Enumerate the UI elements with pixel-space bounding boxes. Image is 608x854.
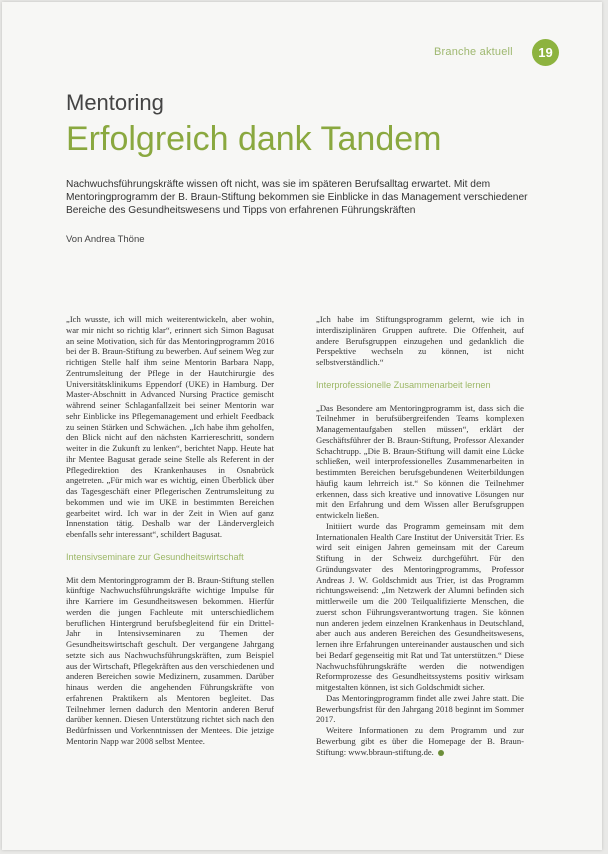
paragraph: Das Mentoringprogramm findet alle zwei Jahre statt. Die Bewerbungsfrist für den Jahrgang 2018 beginnt im Sommer 2017. xyxy=(316,692,524,725)
paragraph: „Ich habe im Stiftungsprogramm gelernt, wie ich in interdisziplinären Gruppen auftrete. Die Offenheit, auf andere Berufsgruppen einzugehen und gedanklich die Perspektive wechseln zu können, ist nicht selbstverständlich.“ xyxy=(316,314,524,367)
article-kicker: Mentoring xyxy=(66,90,164,115)
end-of-article-icon xyxy=(438,750,444,756)
article-byline: Von Andrea Thöne xyxy=(66,234,145,245)
paragraph-final-text: Weitere Informationen zu dem Programm und zur Bewerbung gibt es über die Homepage der B. Braun-Stiftung: www.bbraun-stiftung.de. xyxy=(316,725,524,757)
subheading: Interprofessionelle Zusammenarbeit lernen xyxy=(316,379,491,390)
page-number-badge: 19 xyxy=(532,39,559,66)
section-label: Branche aktuell xyxy=(434,46,513,58)
body-column-right xyxy=(316,314,524,757)
paragraph-final xyxy=(316,725,524,757)
paragraph: Mit dem Mentoringprogramm der B. Braun-Stiftung stellen künftige Nachwuchsführungskräfte wichtige Impulse für ihre Karriere im Gesundheitswesen bekommen. Hierfür werden die jungen Fachleute mit unterschiedlichem beruflichen Hintergrund berufsbegleitend für ein Drittel-Jahr in Intensivseminaren zu Themen der Gesundheitswirtschaft geschult. Der vergangene Jahrgang setzte sich aus Nachwuchsführungskräften, zum Beispiel aus der Wirtschaft, Pflegekräften aus den verschiedenen und anderen Bereichen sowie Medizinern, zusammen. Darüber hinaus werden die angehenden Führungskräfte von erfahrenen Praktikern als Mentoren begleitet. Das Teilnehmer lernen dadurch den Mentorin anderen Beruf darüber kennen. Diesen Unterstützung richtet sich nach den Bedürfnissen und Vorkenntnissen der Mentees. Die jetzige Mentorin Napp war 2008 selbst Mentee. xyxy=(66,574,274,746)
body-column-left xyxy=(66,314,274,747)
subheading: Intensivseminare zur Gesundheitswirtschaft xyxy=(66,551,244,562)
magazine-page xyxy=(2,2,602,850)
paragraph: „Ich wusste, ich will mich weiterentwickeln, aber wohin, war mir nicht so richtig klar“, erinnert sich Simon Bagusat an seine Motivation, sich für das Mentoringprogramm 2016 bei der B. Braun-Stiftung zu bewerben. Auf seinem Weg zur richtigen Stelle half ihm seine Mentorin Barbara Napp, Zentrumsleitung der Pflege in der Hautchirurgie des Universitätsklinikums Eppendorf (UKE) in Hamburg. Der Master-Abschnitt in Advanced Nursing Practice gemischt während seiner Schlaganfallzeit bei seiner Mentorin war sehr Einblicke ins Pflegemanagement und erhielt Feedback zu seinen Stärken und Schwächen. „Ich habe ihm geholfen, den Blick nicht auf den nächsten Karriereschritt, sondern weiter in die Zukunft zu lenken“, berichtet Napp. Heute hat ihr Mentee Bagusat gerade seine Stelle als Referent in der Pflegedirektion des Krankenhauses in Osnabrück angetreten. „Für mich war es wichtig, einen Überblick über das Tagesgeschäft einer Pflegerischen Zentrumsleitung zu bekommen und wie im UKE in bestimmten Bereichen gearbeitet wird. Ich war in der Zeit in Wien auf ganz Innenstation tätig. Deshalb war der Ländervergleich ebenfalls sehr interessant“, schildert Bagusat. xyxy=(66,314,274,539)
paragraph: Initiiert wurde das Programm gemeinsam mit dem Internationalen Health Care Institut der Universität Trier. Es wird seit einigen Jahren gemeinsam mit der Careum Stiftung in der Schweiz durchgeführt. Für den Gründungsvater des Mentoringprogramms, Professor Andreas J. W. Goldschmidt aus Trier, ist das Programm richtungsweisend: „Im Netzwerk der Alumni befinden sich mittlerweile um die 200 Teilqualifizierte Menschen, die zuerst schon Führungsverantwortung tragen. Sie können nun anderen jedem einzelnen Krankenhaus in Deutschland, aber auch aus anderen Bereichen des Gesundheitswesens, lernen ihre Erfahrungen untereinander austauschen und sich bei Bedarf gegenseitig mit Rat und Tat unterstützen.“ Diese Nachwuchsführungskräfte werden die notwendigen Reformprozesse des Gesundheitssystems positiv wirksam mitgestalten können, ist sich Goldschmidt sicher. xyxy=(316,520,524,692)
article-title: Erfolgreich dank Tandem xyxy=(66,120,442,158)
article-lead: Nachwuchsführungskräfte wissen oft nicht, was sie im späteren Berufsalltag erwartet. Mit dem Mentoringprogramm der B. Braun-Stiftung bekommen sie Einblicke in das Management verschiedener Bereiche des Gesundheitswesens und Tipps von erfahrenen Führungskräften xyxy=(66,179,528,216)
paragraph: „Das Besondere am Mentoringprogramm ist, dass sich die Teilnehmer in berufsübergreifenden Teams komplexen Managementaufgaben stellen müssen“, erklärt der Geschäftsführer der B. Braun-Stiftung, Professor Alexander Schachtrupp. „Die B. Braun-Stiftung will damit eine Lücke schließen, weil interprofessionelles Zusammenarbeiten in bestimmten Bereichen berufsgebundenen Weiterbildungen häufig kaum lehrreich ist.“ So können die Teilnehmer erkennen, dass sich kreative und innovative Lösungen nur mit den Erfahrung und dem Wissen aller Berufsgruppen entwickeln ließen. xyxy=(316,402,524,520)
